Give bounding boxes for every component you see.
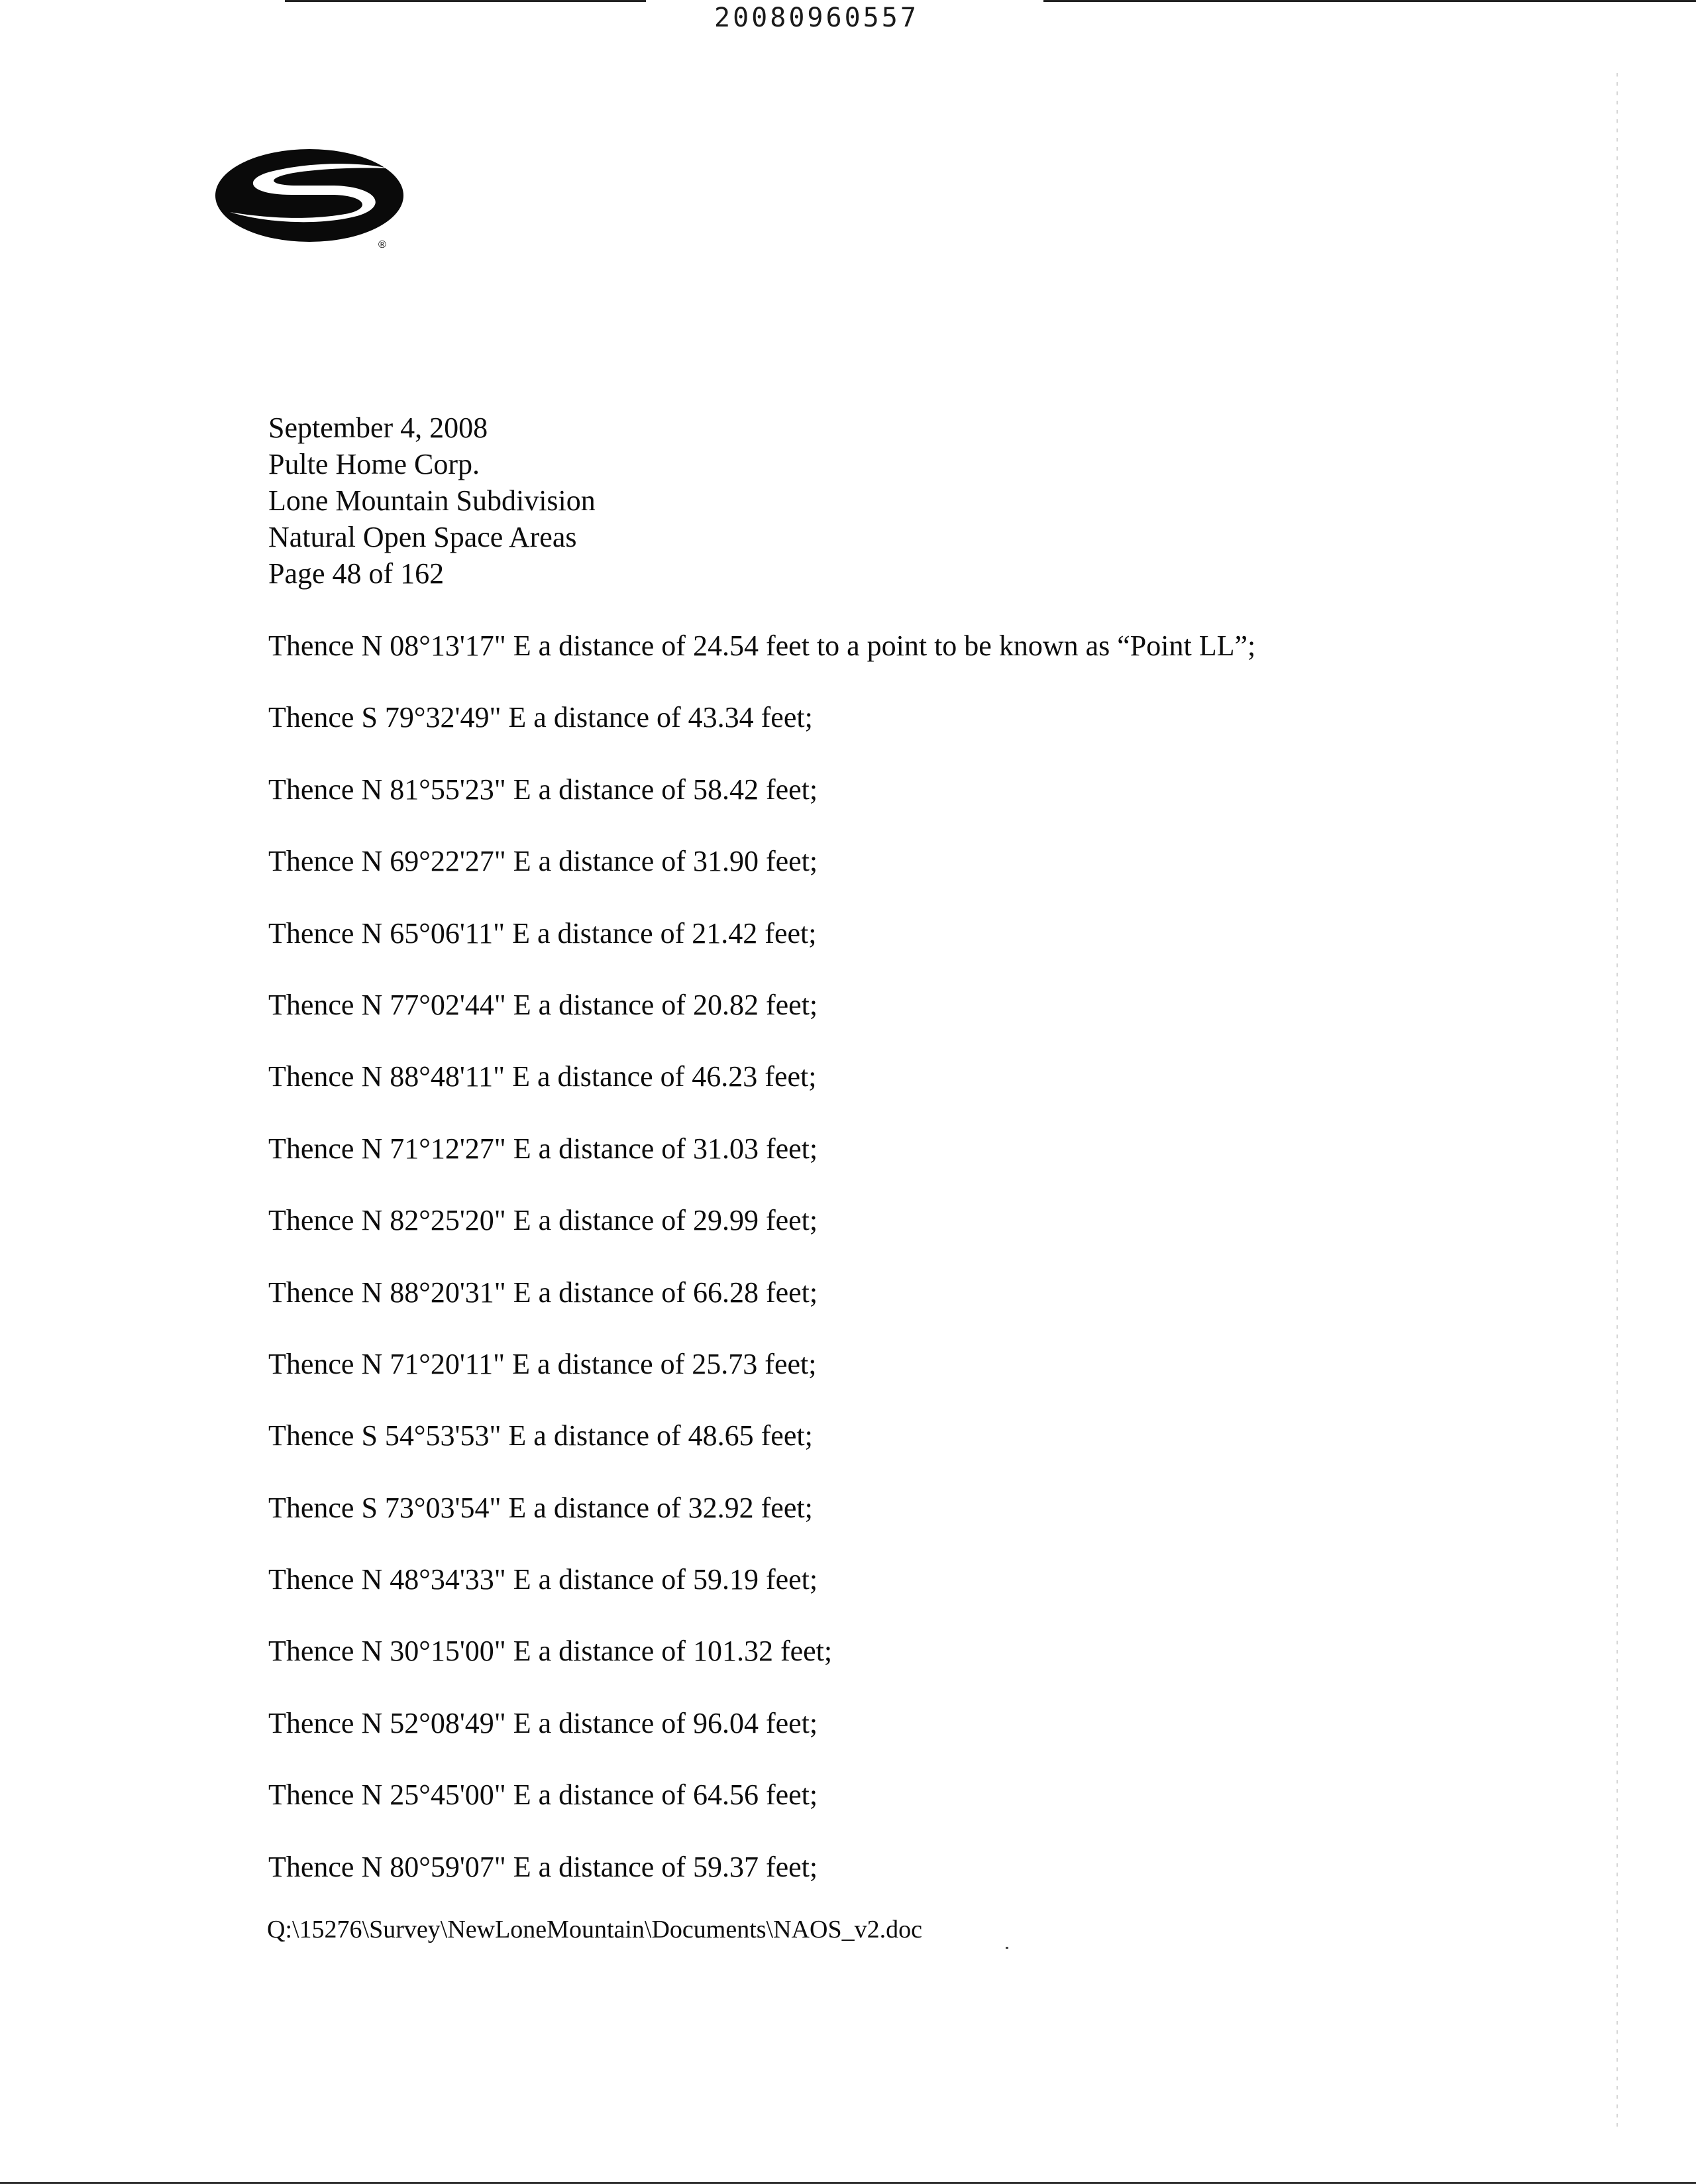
course-line: Thence N 88°48'11" E a distance of 46.23 feet; [268, 1060, 817, 1093]
header-subdivision: Lone Mountain Subdivision [268, 484, 596, 517]
course-line: Thence N 71°12'27" E a distance of 31.03 feet; [268, 1132, 818, 1165]
course-line: Thence N 08°13'17" E a distance of 24.54 feet to a point to be known as “Point LL”; [268, 629, 1256, 662]
header-page-number: Page 48 of 162 [268, 557, 445, 590]
course-line: Thence S 73°03'54" E a distance of 32.92 feet; [268, 1491, 813, 1524]
course-line: Thence S 79°32'49" E a distance of 43.34 feet; [268, 701, 813, 734]
course-line: Thence N 65°06'11" E a distance of 21.42 feet; [268, 916, 817, 950]
course-line: Thence S 54°53'53" E a distance of 48.65 feet; [268, 1419, 813, 1452]
course-line: Thence N 88°20'31" E a distance of 66.28 feet; [268, 1276, 818, 1309]
course-line: Thence N 48°34'33" E a distance of 59.19 feet; [268, 1563, 818, 1596]
recording-document-number: 20080960557 [714, 3, 919, 33]
course-line: Thence N 71°20'11" E a distance of 25.73 feet; [268, 1347, 817, 1380]
legal-description-courses [268, 626, 1255, 1919]
scan-margin-artifact [1616, 73, 1618, 2127]
course-line: Thence N 77°02'44" E a distance of 20.82 feet; [268, 988, 818, 1021]
scan-speck [1006, 1947, 1008, 1949]
course-line: Thence N 82°25'20" E a distance of 29.99 feet; [268, 1204, 818, 1237]
course-line: Thence N 25°45'00" E a distance of 64.56 feet; [268, 1778, 818, 1812]
registered-mark: ® [378, 239, 386, 250]
logo-oval [215, 149, 403, 242]
header-area: Natural Open Space Areas [268, 521, 577, 553]
course-line: Thence N 80°59'07" E a distance of 59.37 feet; [268, 1850, 818, 1883]
header-date: September 4, 2008 [268, 411, 488, 444]
course-line: Thence N 69°22'27" E a distance of 31.90 feet; [268, 845, 818, 878]
header-company: Pulte Home Corp. [268, 448, 480, 480]
scan-edge-line-left [285, 0, 646, 2]
course-line: Thence N 30°15'00" E a distance of 101.32 feet; [268, 1635, 833, 1668]
scan-edge-line-right [1043, 0, 1696, 2]
course-line: Thence N 52°08'49" E a distance of 96.04 feet; [268, 1706, 818, 1739]
footer-file-path: Q:\15276\Survey\NewLoneMountain\Documents\NAOS_v2.doc [267, 1916, 922, 1943]
course-line: Thence N 81°55'23" E a distance of 58.42 feet; [268, 773, 818, 806]
company-s-logo-icon [215, 146, 414, 252]
document-header [268, 410, 596, 592]
